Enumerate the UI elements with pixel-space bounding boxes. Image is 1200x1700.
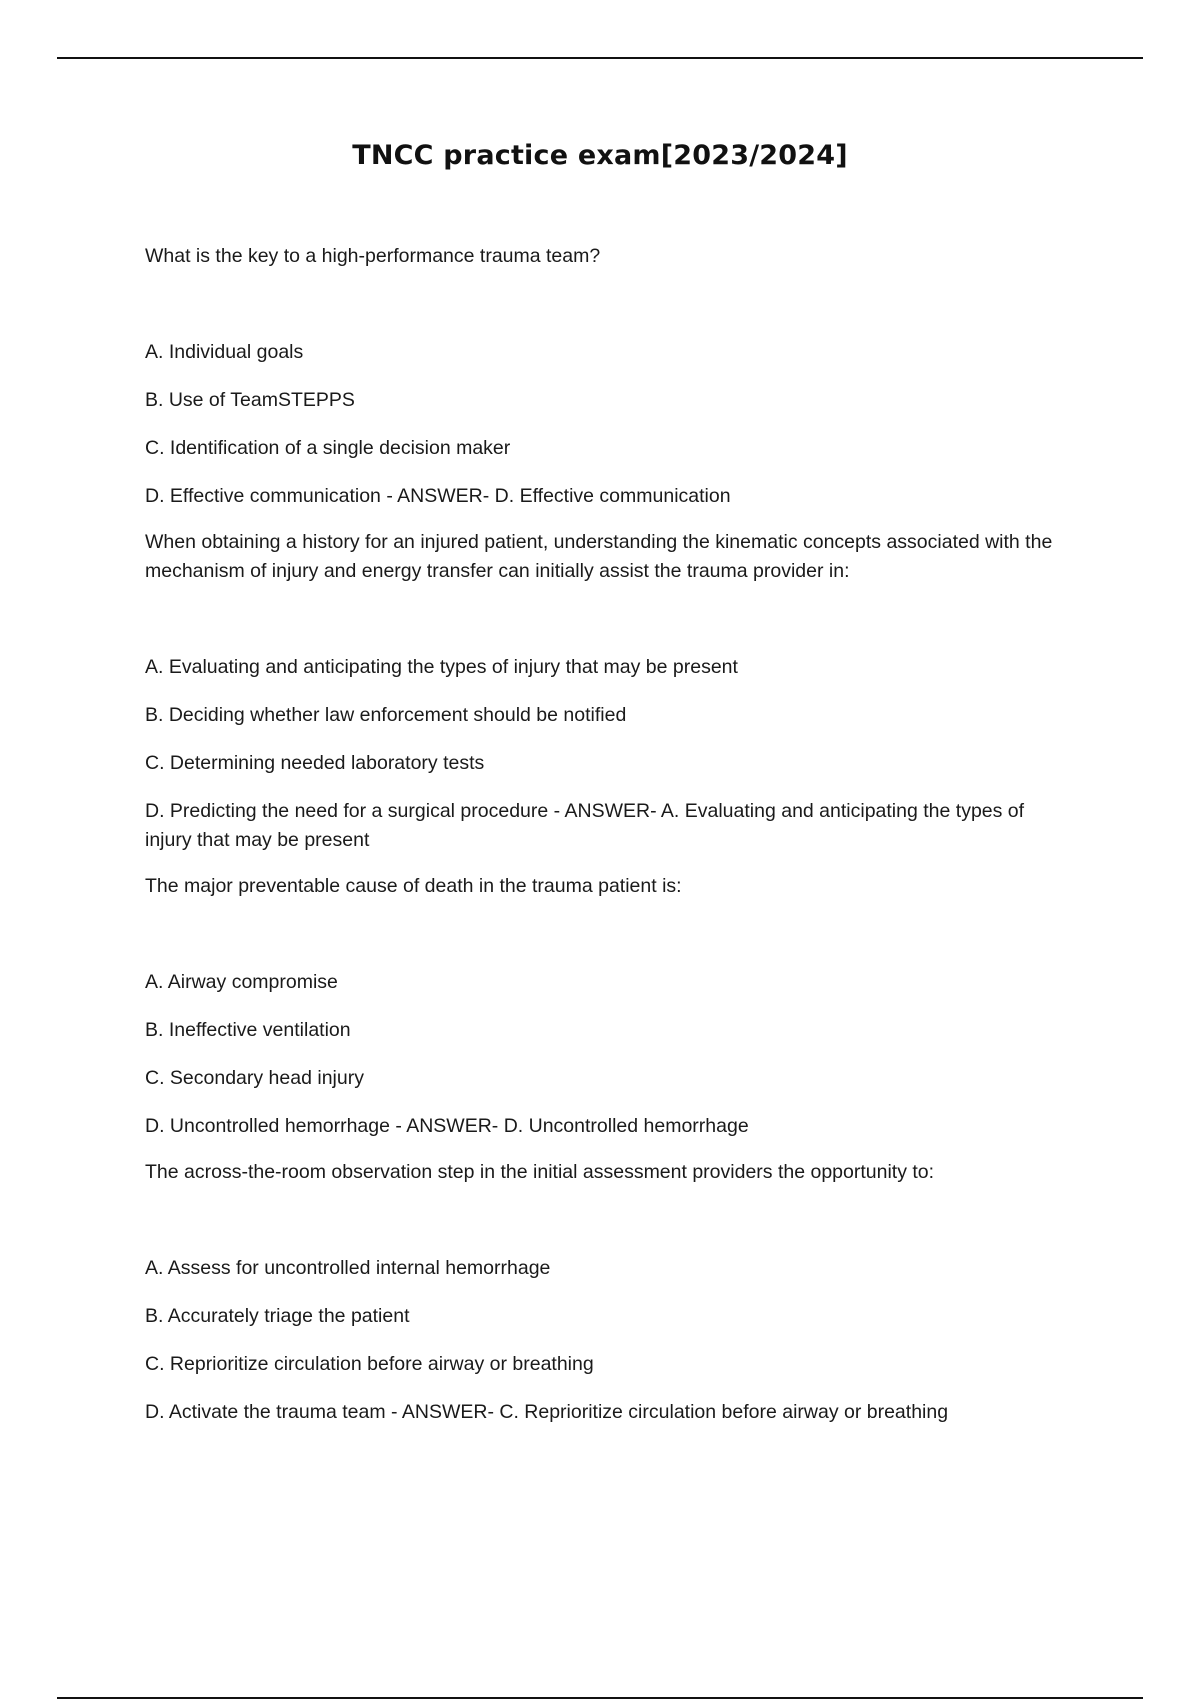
answer-option-b: B. Use of TeamSTEPPS bbox=[145, 389, 355, 411]
answer-option-d: D. Effective communication - ANSWER- D. Effective communication bbox=[145, 485, 731, 507]
answer-option-c: C. Reprioritize circulation before airway or breathing bbox=[145, 1353, 594, 1375]
question-text: When obtaining a history for an injured patient, understanding the kinematic concepts associated with the mechanism of injury and energy transfer can initially assist the trauma provider in: bbox=[145, 531, 1053, 582]
answer-option-d: D. Activate the trauma team - ANSWER- C. Reprioritize circulation before airway or breathing bbox=[145, 1401, 949, 1423]
answer-option-a: A. Airway compromise bbox=[145, 971, 338, 993]
answer-option-b: B. Accurately triage the patient bbox=[145, 1305, 410, 1327]
answer-option-d: D. Uncontrolled hemorrhage - ANSWER- D. Uncontrolled hemorrhage bbox=[145, 1115, 749, 1137]
answer-option-c: C. Determining needed laboratory tests bbox=[145, 752, 485, 774]
question-text: What is the key to a high-performance trauma team? bbox=[145, 245, 601, 267]
question-block-3 bbox=[145, 872, 1075, 1141]
answer-option-a: A. Individual goals bbox=[145, 341, 304, 363]
question-block-2 bbox=[145, 528, 1075, 855]
answer-option-b: B. Ineffective ventilation bbox=[145, 1019, 351, 1041]
bottom-rule bbox=[57, 1697, 1143, 1699]
question-text: The major preventable cause of death in the trauma patient is: bbox=[145, 875, 682, 897]
question-block-4 bbox=[145, 1158, 1075, 1427]
top-rule bbox=[57, 57, 1143, 59]
answer-option-b: B. Deciding whether law enforcement should be notified bbox=[145, 704, 627, 726]
answer-option-a: A. Evaluating and anticipating the types of injury that may be present bbox=[145, 656, 738, 678]
answer-option-c: C. Identification of a single decision maker bbox=[145, 437, 511, 459]
question-text: The across-the-room observation step in the initial assessment providers the opportunity to: bbox=[145, 1161, 935, 1183]
answer-option-a: A. Assess for uncontrolled internal hemorrhage bbox=[145, 1257, 551, 1279]
answer-option-d: D. Predicting the need for a surgical procedure - ANSWER- A. Evaluating and anticipating the types of injury that may be present bbox=[145, 800, 1025, 851]
question-block-1 bbox=[145, 242, 1075, 511]
question-list bbox=[145, 242, 1075, 1444]
answer-option-c: C. Secondary head injury bbox=[145, 1067, 364, 1089]
page-title: TNCC practice exam[2023/2024] bbox=[352, 140, 848, 171]
